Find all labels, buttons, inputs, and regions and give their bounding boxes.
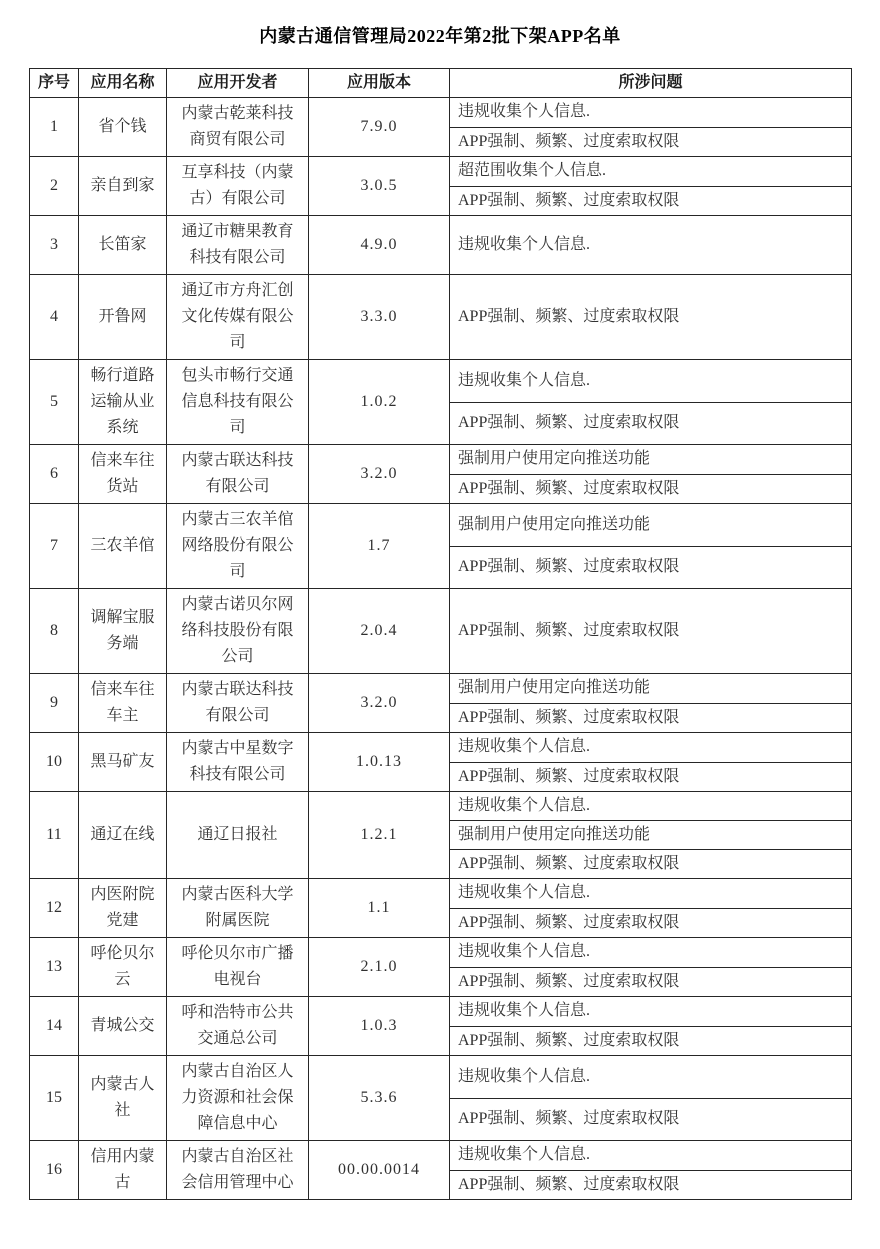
cell-issue: 违规收集个人信息. (450, 938, 852, 968)
cell-developer: 通辽日报社 (167, 792, 309, 879)
cell-version: 3.2.0 (309, 674, 450, 733)
cell-issue: APP强制、频繁、过度索取权限 (450, 1026, 852, 1056)
cell-issue: 强制用户使用定向推送功能 (450, 674, 852, 704)
cell-version: 5.3.6 (309, 1056, 450, 1141)
cell-version: 7.9.0 (309, 98, 450, 157)
cell-version: 00.00.0014 (309, 1141, 450, 1200)
column-header-0: 序号 (30, 69, 79, 98)
table-row (30, 879, 852, 909)
cell-issue: APP强制、频繁、过度索取权限 (450, 186, 852, 216)
cell-developer: 内蒙古三农羊倌网络股份有限公司 (167, 504, 309, 589)
cell-issue: APP强制、频繁、过度索取权限 (450, 1170, 852, 1200)
cell-issue: APP强制、频繁、过度索取权限 (450, 908, 852, 938)
cell-issue: 违规收集个人信息. (450, 733, 852, 763)
cell-version: 1.1 (309, 879, 450, 938)
cell-name: 畅行道路运输从业系统 (79, 360, 167, 445)
cell-no: 2 (30, 157, 79, 216)
column-header-4: 所涉问题 (450, 69, 852, 98)
cell-issue: APP强制、频繁、过度索取权限 (450, 127, 852, 157)
cell-no: 1 (30, 98, 79, 157)
cell-name: 内医附院党建 (79, 879, 167, 938)
cell-developer: 呼伦贝尔市广播电视台 (167, 938, 309, 997)
cell-no: 3 (30, 216, 79, 275)
cell-issue: 违规收集个人信息. (450, 879, 852, 909)
column-header-2: 应用开发者 (167, 69, 309, 98)
cell-version: 2.1.0 (309, 938, 450, 997)
table-row (30, 157, 852, 187)
cell-version: 1.7 (309, 504, 450, 589)
cell-no: 10 (30, 733, 79, 792)
cell-developer: 内蒙古联达科技有限公司 (167, 674, 309, 733)
cell-name: 信来车往车主 (79, 674, 167, 733)
cell-no: 7 (30, 504, 79, 589)
cell-issue: 强制用户使用定向推送功能 (450, 821, 852, 850)
cell-issue: APP强制、频繁、过度索取权限 (450, 762, 852, 792)
cell-no: 15 (30, 1056, 79, 1141)
cell-name: 通辽在线 (79, 792, 167, 879)
table-header-row (30, 69, 852, 98)
cell-issue: APP强制、频繁、过度索取权限 (450, 703, 852, 733)
table-row (30, 98, 852, 128)
cell-no: 5 (30, 360, 79, 445)
cell-name: 呼伦贝尔云 (79, 938, 167, 997)
table-row (30, 275, 852, 360)
cell-issue: 强制用户使用定向推送功能 (450, 445, 852, 475)
cell-issue: 违规收集个人信息. (450, 1056, 852, 1099)
column-header-3: 应用版本 (309, 69, 450, 98)
cell-developer: 内蒙古医科大学附属医院 (167, 879, 309, 938)
cell-developer: 通辽市方舟汇创文化传媒有限公司 (167, 275, 309, 360)
table-row (30, 674, 852, 704)
cell-issue: 违规收集个人信息. (450, 997, 852, 1027)
cell-issue: 强制用户使用定向推送功能 (450, 504, 852, 547)
cell-name: 青城公交 (79, 997, 167, 1056)
cell-no: 16 (30, 1141, 79, 1200)
cell-issue: 违规收集个人信息. (450, 792, 852, 821)
cell-version: 2.0.4 (309, 589, 450, 674)
table-row (30, 360, 852, 403)
cell-version: 1.0.2 (309, 360, 450, 445)
cell-developer: 内蒙古自治区人力资源和社会保障信息中心 (167, 1056, 309, 1141)
cell-developer: 通辽市糖果教育科技有限公司 (167, 216, 309, 275)
cell-name: 调解宝服务端 (79, 589, 167, 674)
cell-issue: 违规收集个人信息. (450, 1141, 852, 1171)
cell-developer: 内蒙古乾莱科技商贸有限公司 (167, 98, 309, 157)
cell-developer: 内蒙古自治区社会信用管理中心 (167, 1141, 309, 1200)
cell-developer: 内蒙古诺贝尔网络科技股份有限公司 (167, 589, 309, 674)
table-row (30, 589, 852, 674)
cell-issue: APP强制、频繁、过度索取权限 (450, 402, 852, 445)
cell-no: 13 (30, 938, 79, 997)
table-row (30, 938, 852, 968)
cell-issue: 超范围收集个人信息. (450, 157, 852, 187)
page-title: 内蒙古通信管理局2022年第2批下架APP名单 (259, 26, 621, 46)
cell-developer: 呼和浩特市公共交通总公司 (167, 997, 309, 1056)
cell-name: 开鲁网 (79, 275, 167, 360)
cell-version: 3.0.5 (309, 157, 450, 216)
cell-issue: 违规收集个人信息. (450, 360, 852, 403)
cell-no: 12 (30, 879, 79, 938)
cell-developer: 互享科技（内蒙古）有限公司 (167, 157, 309, 216)
table-row (30, 1056, 852, 1099)
cell-name: 黑马矿友 (79, 733, 167, 792)
cell-issue: APP强制、频繁、过度索取权限 (450, 546, 852, 589)
cell-no: 9 (30, 674, 79, 733)
cell-name: 信来车往货站 (79, 445, 167, 504)
cell-name: 三农羊倌 (79, 504, 167, 589)
table-row (30, 733, 852, 763)
cell-name: 亲自到家 (79, 157, 167, 216)
cell-issue: APP强制、频繁、过度索取权限 (450, 589, 852, 674)
cell-version: 3.3.0 (309, 275, 450, 360)
app-removal-table (29, 68, 852, 1200)
app-table-body (30, 98, 852, 1200)
table-row (30, 792, 852, 821)
cell-name: 省个钱 (79, 98, 167, 157)
cell-issue: APP强制、频繁、过度索取权限 (450, 967, 852, 997)
table-row (30, 997, 852, 1027)
cell-version: 1.2.1 (309, 792, 450, 879)
cell-issue: APP强制、频繁、过度索取权限 (450, 275, 852, 360)
table-row (30, 216, 852, 275)
document-page (0, 22, 880, 1249)
cell-developer: 内蒙古中星数字科技有限公司 (167, 733, 309, 792)
cell-issue: APP强制、频繁、过度索取权限 (450, 474, 852, 504)
cell-name: 内蒙古人社 (79, 1056, 167, 1141)
cell-version: 3.2.0 (309, 445, 450, 504)
cell-no: 4 (30, 275, 79, 360)
cell-name: 信用内蒙古 (79, 1141, 167, 1200)
table-header (30, 69, 852, 98)
cell-version: 4.9.0 (309, 216, 450, 275)
cell-issue: 违规收集个人信息. (450, 98, 852, 128)
table-row (30, 504, 852, 547)
cell-no: 14 (30, 997, 79, 1056)
table-row (30, 445, 852, 475)
cell-issue: APP强制、频繁、过度索取权限 (450, 1098, 852, 1141)
cell-developer: 包头市畅行交通信息科技有限公司 (167, 360, 309, 445)
cell-developer: 内蒙古联达科技有限公司 (167, 445, 309, 504)
cell-no: 11 (30, 792, 79, 879)
cell-version: 1.0.3 (309, 997, 450, 1056)
cell-no: 6 (30, 445, 79, 504)
cell-issue: 违规收集个人信息. (450, 216, 852, 275)
cell-name: 长笛家 (79, 216, 167, 275)
cell-issue: APP强制、频繁、过度索取权限 (450, 850, 852, 879)
column-header-1: 应用名称 (79, 69, 167, 98)
cell-no: 8 (30, 589, 79, 674)
cell-version: 1.0.13 (309, 733, 450, 792)
table-row (30, 1141, 852, 1171)
